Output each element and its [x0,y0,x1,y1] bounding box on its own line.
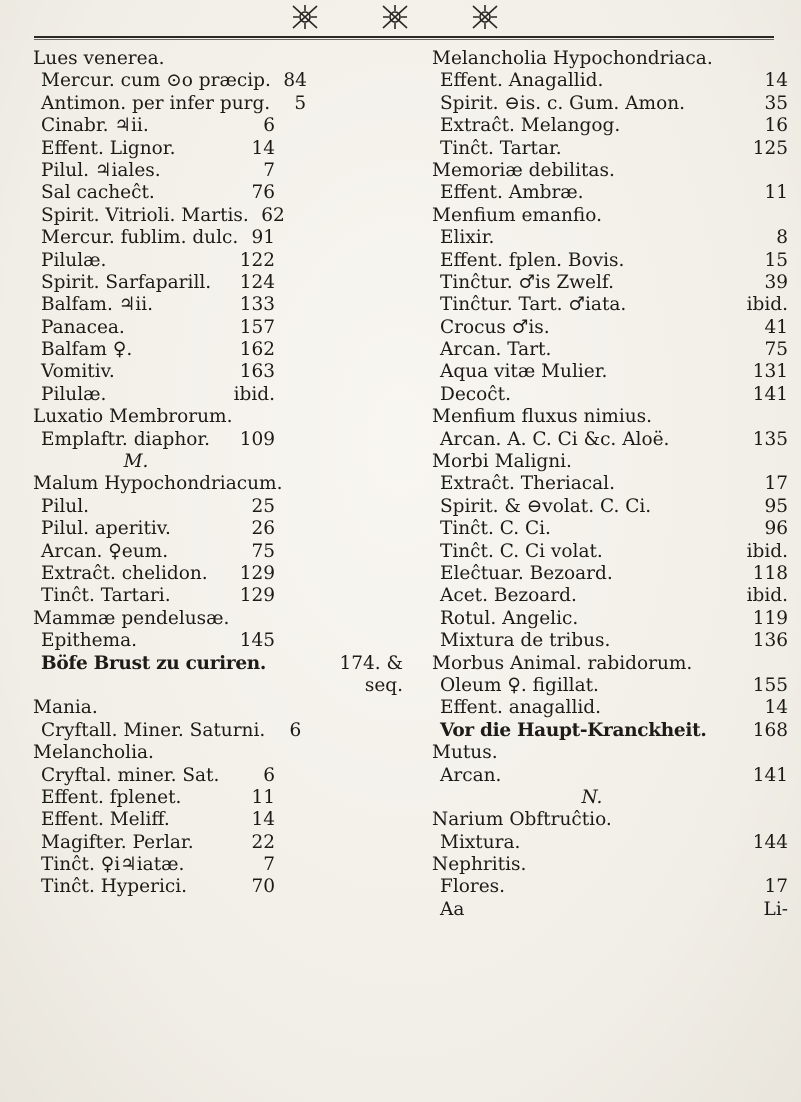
page-reference: 35 [764,92,788,114]
entry-label: Mania. [33,697,98,719]
index-heading [432,854,788,876]
index-entry [33,384,403,406]
entry-label: Tinĉt. C. Ci. [440,518,551,540]
index-entry [432,876,788,898]
page-reference: ibid. [746,294,788,316]
entry-label: Oleum ♀. figillat. [440,674,599,696]
index-entry [432,384,788,406]
entry-label: Aa [440,898,465,920]
entry-label: Tinĉtur. ♂is Zwelf. [440,271,614,293]
index-entry [432,317,788,339]
header-rule [34,36,774,40]
page-reference: 17 [764,876,788,898]
page-reference: 76 [251,182,275,204]
index-entry [432,250,788,272]
entry-label: Melancholia Hypochondriaca. [432,48,713,69]
entry-label: Böfe Brust zu curiren. [41,652,267,674]
entry-label: Memoriæ debilitas. [432,159,615,181]
page-reference: 95 [764,495,788,517]
index-heading [432,205,788,227]
entry-label: Flores. [440,876,506,898]
page-reference: 84 [283,70,307,92]
entry-label: Mixtura. [440,831,521,853]
entry-label: Effent. Anagallid. [440,70,604,92]
entry-label: Vor die Haupt-Kranckheit. [440,719,707,741]
index-heading [432,742,788,764]
page-reference: 14 [251,137,275,159]
page-reference: 129 [239,585,275,607]
index-entry [33,496,403,518]
entry-label: Pilul. ♃iales. [41,159,161,181]
entry-label: Mixtura de tribus. [440,630,611,652]
entry-label: N. [581,786,603,808]
entry-label: Spirit. ⊖is. c. Gum. Amon. [440,92,686,114]
page-reference: 16 [764,115,788,137]
entry-label: Narium Obftruĉtio. [432,809,612,831]
index-entry [432,563,788,585]
index-entry [432,697,788,719]
entry-label: Menfium emanfio. [432,204,602,226]
index-entry [432,138,788,160]
entry-label: Effent. fplenet. [41,786,182,808]
entry-label: Pilulæ. [41,249,107,271]
index-entry [33,541,403,563]
index-entry [33,429,403,451]
index-entry [33,317,403,339]
page-reference: Li- [763,898,788,920]
entry-label: Mammæ pendelusæ. [33,607,230,629]
page-reference: 131 [752,361,788,383]
header-ornament [290,2,500,32]
page-reference: 11 [764,182,788,204]
section-letter [33,451,403,473]
entry-label: Effent. Meliff. [41,809,170,831]
page-reference: 6 [289,719,302,741]
page-reference: 136 [752,630,788,652]
entry-label: Malum Hypochondriacum. [33,473,283,495]
page-reference: 155 [752,674,788,696]
index-entry [33,585,403,607]
index-entry [432,227,788,249]
index-heading [33,406,403,428]
page-reference: 168 [752,719,788,741]
index-entry [432,70,788,92]
fleuron-icon [290,3,320,31]
index-entry [33,765,403,787]
entry-label: Cryftall. Miner. Saturni. [41,719,266,741]
index-heading [432,48,788,70]
page-reference: 119 [752,607,788,629]
page-reference: 17 [764,473,788,495]
page-reference: ibid. [746,540,788,562]
index-entry [33,250,403,272]
page-reference: 96 [764,518,788,540]
index-entry [33,93,403,115]
entry-label: Morbus Animal. rabidorum. [432,652,693,674]
index-entry [432,720,788,742]
index-heading [33,473,403,495]
page-reference: 145 [239,630,275,652]
page-reference: 11 [251,786,275,808]
page-reference: 70 [251,876,275,898]
index-entry [33,653,403,675]
entry-label: Arcan. A. C. Ci &c. Aloë. [440,428,670,450]
index-entry [33,294,403,316]
entry-label: Balfam ♀. [41,339,133,361]
entry-label: Balfam. ♃ii. [41,294,154,316]
index-heading [33,742,403,764]
entry-label: Eleĉtuar. Bezoard. [440,562,613,584]
page-reference: seq. [364,674,403,696]
index-entry [432,496,788,518]
index-entry [432,899,788,921]
entry-label: Rotul. Angelic. [440,607,579,629]
fleuron-icon [470,3,500,31]
page-reference: 129 [239,562,275,584]
page-reference: 75 [764,339,788,361]
index-column-right [432,48,788,921]
index-entry [432,294,788,316]
entry-label: Sal cacheĉt. [41,182,155,204]
page-reference: 135 [752,428,788,450]
entry-label: Pilulæ. [41,383,107,405]
index-entry [33,339,403,361]
page-reference: 174. & [339,652,403,674]
entry-label: Tinĉtur. Tart. ♂iata. [440,294,627,316]
entry-label: Tinĉt. Tartar. [440,137,562,159]
index-entry [432,272,788,294]
index-entry [33,563,403,585]
entry-label: Decoĉt. [440,383,511,405]
entry-label: Magifter. Perlar. [41,831,194,853]
entry-label: Mutus. [432,742,498,764]
index-entry-continuation [33,675,403,697]
index-entry [33,787,403,809]
index-entry [33,138,403,160]
page-reference: ibid. [233,383,275,405]
entry-label: Aqua vitæ Mulier. [440,361,608,383]
page-reference: 157 [239,316,275,338]
index-entry [432,115,788,137]
entry-label: Extraĉt. Melangog. [440,115,621,137]
entry-label: M. [123,451,149,473]
index-entry [33,272,403,294]
index-entry [33,518,403,540]
page-reference: 26 [251,518,275,540]
index-column-left [33,48,403,899]
page-reference: 15 [764,249,788,271]
entry-label: Emplaftr. diaphor. [41,428,211,450]
entry-label: Morbi Maligni. [432,451,572,473]
entry-label: Effent. fplen. Bovis. [440,249,625,271]
index-entry [33,720,403,742]
page-reference: 5 [294,92,307,114]
page-reference: 122 [239,249,275,271]
page-reference: 14 [764,70,788,92]
section-letter [432,787,788,809]
index-entry [432,630,788,652]
entry-label: Tinĉt. Hyperici. [41,876,188,898]
index-entry [432,339,788,361]
index-heading [432,160,788,182]
index-entry [432,675,788,697]
page-reference: 6 [263,764,275,786]
index-entry [432,832,788,854]
entry-label: Pilul. [41,495,89,517]
entry-label: Pilul. aperitiv. [41,518,171,540]
entry-label: Arcan. Tart. [440,339,552,361]
index-entry [33,876,403,898]
entry-label: Elixir. [440,227,495,249]
entry-label: Melancholia. [33,742,154,764]
page-reference: 7 [263,854,275,876]
page-reference: 14 [764,697,788,719]
entry-label: Lues venerea. [33,48,165,69]
page-reference: 62 [261,204,285,226]
index-entry [33,361,403,383]
entry-label: Acet. Bezoard. [440,585,577,607]
index-heading [432,406,788,428]
entry-label: Extraĉt. Theriacal. [440,473,615,495]
page-reference: 125 [752,137,788,159]
index-entry [432,608,788,630]
page-reference: 124 [239,271,275,293]
index-entry [33,115,403,137]
index-entry [33,227,403,249]
index-entry [33,70,403,92]
page-reference: 14 [251,809,275,831]
index-heading [432,451,788,473]
entry-label: Tinĉt. ♀i♃iatæ. [41,854,185,876]
entry-label: Cinabr. ♃ii. [41,115,149,137]
page-reference: 162 [239,339,275,361]
entry-label: Vomitiv. [41,361,115,383]
index-entry [33,832,403,854]
entry-label: Effent. Lignor. [41,137,176,159]
index-entry [432,518,788,540]
page-reference: 25 [251,495,275,517]
index-entry [432,429,788,451]
index-entry [33,160,403,182]
entry-label: Panacea. [41,316,125,338]
page-reference: 8 [776,227,788,249]
page-reference: 7 [263,159,275,181]
entry-label: Epithema. [41,630,138,652]
entry-label: Mercur. fublim. dulc. [41,227,239,249]
entry-label: Menfium fluxus nimius. [432,406,653,428]
page-reference: 118 [752,562,788,584]
index-heading [432,809,788,831]
page-reference: 141 [752,764,788,786]
fleuron-icon [380,3,410,31]
entry-label: Tinĉt. C. Ci volat. [440,540,603,562]
entry-label: Arcan. [440,764,502,786]
index-entry [33,182,403,204]
entry-label: Mercur. cum ⊙o præcip. [41,70,271,92]
entry-label: Nephritis. [432,854,527,876]
entry-label: Spirit. Sarfaparill. [41,271,212,293]
index-heading [33,697,403,719]
index-entry [33,854,403,876]
entry-label: Effent. Ambræ. [440,182,584,204]
entry-label: Arcan. ♀eum. [41,540,169,562]
page-reference: 41 [764,316,788,338]
index-entry [432,473,788,495]
page-reference: 141 [752,383,788,405]
entry-label: Effent. anagallid. [440,697,602,719]
index-entry [33,205,403,227]
index-entry [432,765,788,787]
page-reference: 163 [239,361,275,383]
entry-label: Extraĉt. chelidon. [41,562,208,584]
entry-label: Cryftal. miner. Sat. [41,764,220,786]
page-reference: 22 [251,831,275,853]
index-entry [33,809,403,831]
page-reference: 75 [251,540,275,562]
entry-label: Antimon. per infer purg. [41,92,271,114]
page-reference: 109 [239,428,275,450]
page-reference: 133 [239,294,275,316]
index-entry [432,182,788,204]
index-entry [432,361,788,383]
entry-label: Spirit. & ⊖volat. C. Ci. [440,495,652,517]
index-entry [432,93,788,115]
index-entry [432,541,788,563]
index-heading [432,653,788,675]
page-reference: 6 [263,115,275,137]
page-reference: ibid. [746,585,788,607]
page-reference: 144 [752,831,788,853]
page-reference: 39 [764,271,788,293]
index-heading [33,48,403,70]
entry-label: Spirit. Vitrioli. Martis. [41,204,249,226]
index-heading [33,608,403,630]
entry-label: Luxatio Membrorum. [33,406,233,428]
entry-label: Crocus ♂is. [440,316,550,338]
entry-label: Tinĉt. Tartari. [41,585,171,607]
index-entry [33,630,403,652]
page-reference: 91 [251,227,275,249]
index-entry [432,585,788,607]
